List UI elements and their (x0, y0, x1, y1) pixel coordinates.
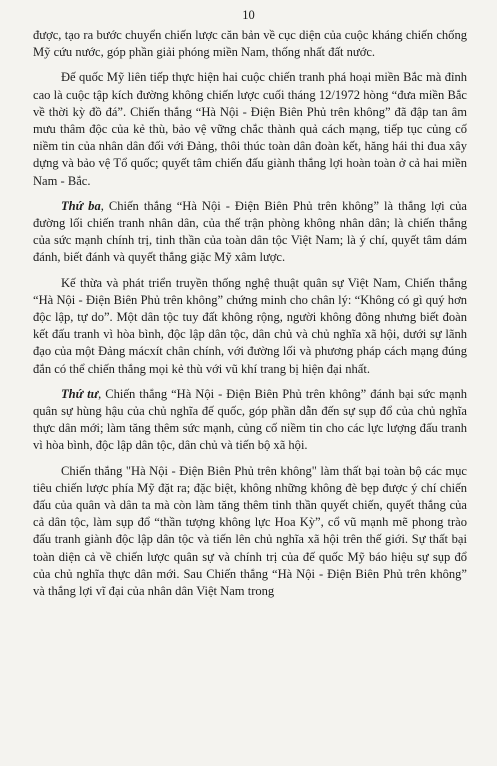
body-text (33, 27, 467, 608)
paragraph-5 (33, 386, 467, 455)
paragraph-lead: Thứ tư (61, 386, 99, 401)
paragraph-text: Kế thừa và phát triển truyền thống nghệ thuật quân sự Việt Nam, Chiến thắng “Hà Nội - Điện Biên Phủ trên không” chứng minh cho chân lý: “Không có gì quý hơn độc lập, tự do”. Một dân tộc tuy đất không rộng, người không đông nhưng biết đoàn kết đấu tranh vì hòa bình, độc lập dân tộc, dân chủ và chủ nghĩa xã hội, dưới sự lãnh đạo của một Đảng mácxít chân chính, với đường lối và phương pháp cách mạng đúng đắn có thể chiến thắng mọi kẻ thù với vũ khí trang bị hiện đại nhất. (33, 275, 467, 376)
paragraph-4 (33, 275, 467, 378)
paragraph-lead: Thứ ba (61, 198, 101, 213)
paragraph-text: Chiến thắng "Hà Nội - Điện Biên Phủ trên không" làm thất bại toàn bộ các mục tiêu chiến lược phía Mỹ đặt ra; đặc biệt, không những không đè bẹp được ý chí chiến đấu của quân và dân ta mà còn làm tăng thêm tinh thần quyết chiến, quyết thắng của cả dân tộc, làm sụp đổ “thần tượng không lực Hoa Kỳ”, cổ vũ mạnh mẽ phong trào đấu tranh giành độc lập dân tộc và tiến lên chủ nghĩa xã hội trên thế giới. Sự thất bại toàn diện cả về chiến lược quân sự và chính trị của đế quốc Mỹ báo hiệu sự sụp đổ của chủ nghĩa thực dân mới. Sau Chiến thắng “Hà Nội - Điện Biên Phủ trên không” và thắng lợi vĩ đại của nhân dân Việt Nam trong (33, 463, 467, 599)
paragraph-text: , Chiến thắng “Hà Nội - Điện Biên Phủ trên không” là thắng lợi của đường lối chiến tranh nhân dân, của thế trận phòng không nhân dân; là chiến thắng của sức mạnh chính trị, tinh thần của toàn dân tộc Việt Nam; là ý chí, quyết tâm dám đánh, biết đánh và quyết thắng giặc Mỹ xâm lược. (33, 198, 467, 265)
paragraph-text: , Chiến thắng “Hà Nội - Điện Biên Phủ trên không” đánh bại sức mạnh quân sự hùng hậu của chủ nghĩa đế quốc, góp phần dẫn đến sự sụp đổ của chủ nghĩa thực dân mới; làm tăng thêm sức mạnh, củng cố niềm tin cho các lực lượng đấu tranh vì hòa bình, độc lập dân tộc, dân chủ và tiến bộ xã hội. (33, 386, 467, 453)
page-number: 10 (242, 8, 255, 22)
paragraph-text: Đế quốc Mỹ liên tiếp thực hiện hai cuộc chiến tranh phá hoại miền Bắc mà đỉnh cao là cuộc tập kích đường không chiến lược cuối tháng 12/1972 hòng “đưa miền Bắc về thời kỳ đồ đá”. Chiến thắng “Hà Nội - Điện Biên Phủ trên không” đã đập tan âm mưu thâm độc của kẻ thù, bảo vệ vững chắc thành quả cách mạng, tiếp tục củng cố niềm tin của nhân dân đối với Đảng, thôi thúc toàn dân đoàn kết, hăng hái thi đua xây dựng và bảo vệ Tổ quốc; quyết tâm chiến đấu giành thắng lợi hoàn toàn ở cả hai miền Nam - Bắc. (33, 70, 467, 188)
paragraph-1 (33, 27, 467, 61)
paragraph-3 (33, 198, 467, 267)
paragraph-2 (33, 69, 467, 189)
paragraph-6 (33, 463, 467, 601)
paragraph-text: được, tạo ra bước chuyển chiến lược căn bản về cục diện của cuộc kháng chiến chống Mỹ cứu nước, góp phần giải phóng miền Nam, thống nhất đất nước. (33, 28, 467, 60)
